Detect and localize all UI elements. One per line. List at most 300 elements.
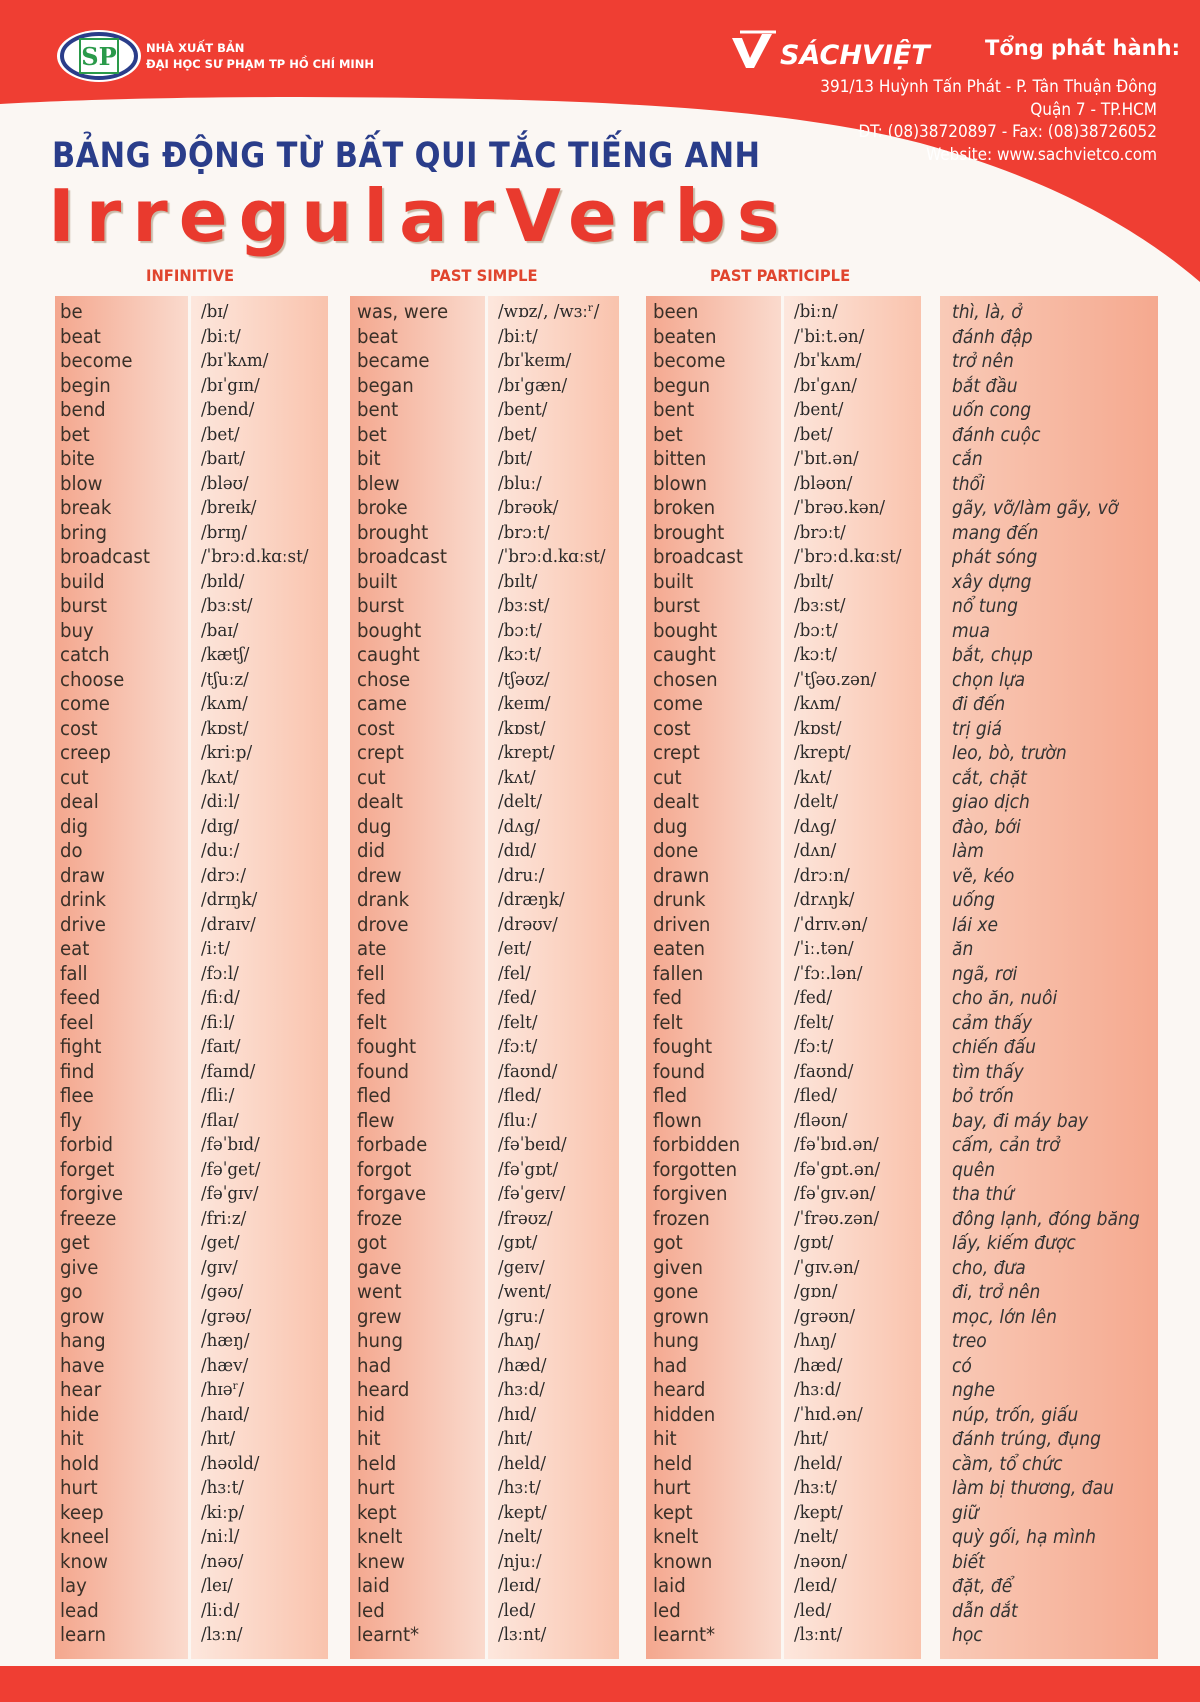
verb-pp-cell: hung	[653, 1329, 700, 1352]
verb-pp-cell: blown	[653, 471, 707, 495]
verb-inf-ipa-cell: /get/	[201, 1232, 240, 1253]
verb-pp-cell: been	[653, 300, 699, 323]
verb-inf-ipa-cell: /baɪ/	[201, 619, 239, 641]
verb-pp-ipa-cell: /kept/	[794, 1501, 843, 1523]
verb-inf-ipa-cell: /kriːp/	[201, 742, 253, 763]
verb-past-cell: heard	[357, 1378, 410, 1401]
verb-past-cell: fought	[357, 1035, 417, 1058]
verb-pp-cell: broken	[653, 496, 716, 519]
verb-pp-ipa-cell: /brɔːt/	[794, 521, 846, 543]
verb-meaning-cell: thì, là, ở	[952, 301, 1022, 323]
verb-past-ipa-cell: /hʌŋ/	[498, 1330, 541, 1351]
verb-past-ipa-cell: /ˈbrɔːd.kɑːst/	[498, 546, 606, 567]
verb-pp-cell: hit	[653, 1427, 677, 1450]
verb-past-cell: bit	[357, 447, 381, 470]
verb-past-ipa-cell: /bɪlt/	[498, 570, 538, 592]
verb-past-cell: hit	[357, 1427, 381, 1450]
verb-inf-ipa-cell: /kʌm/	[201, 693, 248, 714]
verb-meaning-cell: đi, trở nên	[952, 1281, 1041, 1303]
verb-pp-cell: led	[653, 1598, 681, 1622]
verb-past-ipa-cell: /eɪt/	[498, 938, 532, 959]
verb-meaning-cell: thổi	[952, 472, 985, 495]
verb-past-ipa-cell: /njuː/	[498, 1550, 542, 1572]
verb-pp-ipa-cell: /bɪˈgʌn/	[794, 374, 857, 396]
verb-past-cell: bought	[357, 618, 422, 642]
verb-inf-ipa-cell: /drɪŋk/	[201, 889, 258, 910]
verb-pp-ipa-cell: /ˈdrɪv.ən/	[794, 913, 868, 935]
verb-pp-cell: laid	[653, 1574, 686, 1597]
footer-band	[0, 1666, 1200, 1702]
verb-meaning-cell: đi đến	[952, 693, 1006, 715]
verb-meaning-cell: trở nên	[952, 350, 1014, 372]
verb-pp-ipa-cell: /ˈbiːt.ən/	[794, 325, 865, 347]
verb-inf-ipa-cell: /kʌt/	[201, 766, 239, 788]
verb-meaning-cell: đặt, để	[952, 1575, 1013, 1597]
verb-inf-cell: blow	[60, 471, 103, 495]
verb-past-cell: knew	[357, 1549, 405, 1573]
verb-inf-ipa-cell: /fəˈbɪd/	[201, 1134, 260, 1155]
verb-inf-cell: feel	[60, 1010, 94, 1034]
verb-meaning-cell: cầm, tổ chức	[952, 1452, 1063, 1475]
verb-inf-ipa-cell: /flaɪ/	[201, 1109, 239, 1131]
verb-past-ipa-cell: /gruː/	[498, 1305, 545, 1327]
verb-past-ipa-cell: /felt/	[498, 1011, 538, 1033]
verb-inf-cell: beat	[60, 324, 101, 348]
verb-inf-ipa-cell: /drɔː/	[201, 864, 247, 886]
publisher-name	[146, 40, 374, 72]
verb-pp-ipa-cell: /ˈfɔː.lən/	[794, 962, 863, 984]
verb-past-cell: did	[357, 839, 386, 862]
verb-past-cell: forgave	[357, 1182, 427, 1205]
verb-inf-ipa-cell: /bɜːst/	[201, 595, 253, 616]
verb-meaning-cell: mọc, lớn lên	[952, 1305, 1057, 1328]
verb-past-cell: brought	[357, 520, 429, 544]
verb-inf-cell: forget	[60, 1157, 115, 1181]
verb-past-cell: flew	[357, 1108, 395, 1132]
verb-meaning-cell: đào, bới	[952, 815, 1021, 838]
verb-past-ipa-cell: /bɜːst/	[498, 595, 550, 616]
verb-past-cell: knelt	[357, 1525, 403, 1548]
verb-pp-ipa-cell: /krept/	[794, 742, 851, 763]
verb-inf-cell: keep	[60, 1500, 104, 1524]
verb-pp-cell: flown	[653, 1108, 702, 1132]
verb-inf-cell: burst	[60, 594, 108, 617]
verb-past-cell: ate	[357, 937, 387, 960]
verb-pp-cell: fled	[653, 1084, 688, 1107]
verb-inf-cell: buy	[60, 618, 94, 642]
verb-inf-ipa-cell: /iːt/	[201, 938, 231, 959]
verb-past-cell: gave	[357, 1255, 402, 1279]
verb-past-cell: beat	[357, 324, 398, 348]
verb-meaning-cell: quỳ gối, hạ mình	[952, 1526, 1097, 1548]
verb-inf-ipa-cell: /duː/	[201, 840, 240, 861]
verb-inf-ipa-cell: /bɪˈkʌm/	[201, 350, 269, 371]
verb-inf-ipa-cell: /bend/	[201, 399, 255, 420]
verb-past-ipa-cell: /hɪd/	[498, 1403, 537, 1425]
verb-inf-cell: give	[60, 1255, 99, 1279]
verb-past-ipa-cell: /kept/	[498, 1501, 547, 1523]
verb-inf-cell: freeze	[60, 1206, 117, 1230]
verb-inf-ipa-cell: /hɪt/	[201, 1428, 236, 1449]
verb-inf-ipa-cell: /dɪg/	[201, 815, 240, 837]
verb-inf-ipa-cell: /bɪ/	[201, 301, 229, 322]
verb-pp-cell: come	[653, 692, 703, 715]
verb-meaning-cell: vẽ, kéo	[952, 864, 1015, 887]
verb-pp-cell: beaten	[653, 324, 717, 348]
title-english: IrregularVerbs	[48, 174, 791, 258]
verb-pp-cell: chosen	[653, 667, 718, 691]
verb-pp-cell: known	[653, 1549, 713, 1573]
verb-meaning-cell: uống	[952, 889, 996, 911]
verb-past-ipa-cell: /kɔːt/	[498, 644, 542, 665]
verb-past-ipa-cell: /fel/	[498, 962, 531, 984]
verb-pp-ipa-cell: /kɔːt/	[794, 644, 838, 665]
verb-past-ipa-cell: /bluː/	[498, 472, 542, 494]
verb-past-cell: broke	[357, 496, 408, 519]
verb-meaning-cell: gãy, vỡ/làm gãy, vỡ	[952, 497, 1119, 519]
verb-meaning-cell: mua	[952, 619, 990, 642]
column-meaning	[952, 300, 1158, 1648]
verb-inf-cell: break	[60, 496, 112, 519]
verb-past-cell: dealt	[357, 790, 403, 813]
verb-meaning-cell: học	[952, 1624, 983, 1646]
verb-inf-cell: have	[60, 1353, 105, 1377]
verb-past-ipa-cell: /went/	[498, 1281, 552, 1302]
verb-meaning-cell: làm	[952, 840, 984, 862]
verb-pp-ipa-cell: /ˈtʃəʊ.zən/	[794, 668, 877, 690]
verb-inf-ipa-cell: /nəʊ/	[201, 1550, 244, 1572]
verb-pp-cell: dealt	[653, 790, 699, 813]
verb-meaning-cell: trị giá	[952, 717, 1003, 740]
verb-past-ipa-cell: /fəˈbeɪd/	[498, 1134, 567, 1155]
verb-past-ipa-cell: /delt/	[498, 791, 542, 812]
verb-meaning-cell: tha thứ	[952, 1183, 1014, 1205]
verb-meaning-cell: treo	[952, 1330, 987, 1352]
verb-meaning-cell: dẫn dắt	[952, 1599, 1018, 1622]
verb-pp-cell: bitten	[653, 447, 707, 470]
verb-inf-ipa-cell: /haɪd/	[201, 1403, 250, 1425]
verb-inf-cell: fight	[60, 1035, 102, 1058]
verb-pp-ipa-cell: /ˈbrɔːd.kɑːst/	[794, 546, 902, 567]
verb-inf-ipa-cell: /fəˈget/	[201, 1158, 261, 1180]
verb-pp-cell: begun	[653, 373, 711, 397]
verb-pp-ipa-cell: /fləʊn/	[794, 1109, 848, 1131]
verb-inf-ipa-cell: /bɪld/	[201, 570, 245, 592]
verb-past-cell: held	[357, 1451, 397, 1475]
verb-past-cell: forbade	[357, 1133, 428, 1156]
verb-inf-cell: draw	[60, 863, 105, 887]
verb-inf-cell: deal	[60, 790, 99, 813]
verb-past-cell: found	[357, 1059, 409, 1083]
verb-past-cell: got	[357, 1231, 387, 1254]
verb-past-ipa-cell: /hɪt/	[498, 1428, 533, 1449]
distributor-logo	[728, 30, 966, 74]
verb-meaning-cell: lái xe	[952, 913, 999, 936]
verb-meaning-cell: nghe	[952, 1379, 996, 1401]
verb-inf-ipa-cell: /lɜːn/	[201, 1624, 243, 1645]
verb-inf-ipa-cell: /bet/	[201, 423, 240, 445]
verb-pp-cell: brought	[653, 520, 725, 544]
verb-inf-ipa-cell: /diːl/	[201, 791, 240, 812]
verb-inf-ipa-cell: /həʊld/	[201, 1452, 260, 1474]
verb-inf-cell: broadcast	[60, 545, 150, 568]
verb-past-cell: felt	[357, 1010, 387, 1034]
verb-past-ipa-cell: /fluː/	[498, 1109, 537, 1131]
verb-pp-ipa-cell: /felt/	[794, 1011, 834, 1033]
verb-meaning-cell: cắt, chặt	[952, 766, 1027, 789]
verb-past-cell: began	[357, 373, 414, 397]
verb-past-ipa-cell: /krept/	[498, 742, 555, 763]
verb-pp-cell: driven	[653, 912, 711, 936]
verb-pp-ipa-cell: /fəˈgɒt.ən/	[794, 1158, 881, 1180]
verb-inf-ipa-cell: /liːd/	[201, 1599, 240, 1621]
verb-pp-ipa-cell: /grəʊn/	[794, 1305, 856, 1327]
verb-inf-ipa-cell: /kɒst/	[201, 717, 249, 739]
verb-pp-ipa-cell: /nəʊn/	[794, 1550, 848, 1572]
verb-past-cell: dug	[357, 814, 392, 838]
verb-past-cell: blew	[357, 471, 400, 495]
verb-meaning-cell: xây dựng	[952, 570, 1032, 593]
verb-inf-cell: lay	[60, 1574, 87, 1597]
verb-meaning-cell: núp, trốn, giấu	[952, 1403, 1079, 1426]
verb-inf-ipa-cell: /fɔːl/	[201, 962, 239, 984]
verb-meaning-cell: bắt đầu	[952, 374, 1018, 397]
verb-inf-cell: hit	[60, 1427, 84, 1450]
header-past-participle: PAST PARTICIPLE	[710, 266, 851, 285]
distributor-phone: ĐT: (08)38720897 - Fax: (08)38726052	[858, 122, 1157, 142]
verb-inf-ipa-cell: /kiːp/	[201, 1501, 245, 1523]
verb-pp-cell: hidden	[653, 1402, 716, 1426]
verb-past-ipa-cell: /wɒz/, /wɜːʳ/	[498, 301, 600, 322]
verb-past-ipa-cell: /fəˈgɒt/	[498, 1158, 559, 1180]
verb-inf-cell: hurt	[60, 1476, 98, 1499]
verb-inf-ipa-cell: /faɪt/	[201, 1036, 241, 1057]
verb-pp-ipa-cell: /nelt/	[794, 1526, 839, 1547]
verb-past-cell: was, were	[357, 300, 449, 323]
verb-pp-ipa-cell: /held/	[794, 1452, 843, 1474]
verb-meaning-cell: cắn	[952, 448, 983, 470]
verb-pp-ipa-cell: /delt/	[794, 791, 838, 812]
verb-inf-cell: grow	[60, 1304, 105, 1328]
verb-meaning-cell: đông lạnh, đóng băng	[952, 1207, 1140, 1230]
verb-past-ipa-cell: /tʃəʊz/	[498, 668, 550, 690]
verb-inf-cell: bend	[60, 398, 106, 421]
verb-past-ipa-cell: /dræŋk/	[498, 889, 565, 910]
verb-past-ipa-cell: /nelt/	[498, 1526, 543, 1547]
verb-inf-cell: bite	[60, 447, 95, 470]
verb-pp-ipa-cell: /fəˈgɪv.ən/	[794, 1183, 876, 1204]
verb-inf-ipa-cell: /fiːd/	[201, 987, 240, 1008]
verb-past-cell: chose	[357, 667, 411, 691]
verb-meaning-cell: ngã, rơi	[952, 962, 1018, 985]
verb-pp-ipa-cell: /dʌn/	[794, 840, 837, 861]
verb-past-cell: fled	[357, 1084, 392, 1107]
verb-inf-cell: bring	[60, 520, 108, 544]
verb-inf-ipa-cell: /fəˈgɪv/	[201, 1183, 259, 1204]
verb-pp-ipa-cell: /bləʊn/	[794, 472, 853, 494]
verb-pp-cell: found	[653, 1059, 705, 1083]
verb-meaning-cell: bỏ trốn	[952, 1085, 1014, 1107]
verb-meaning-cell: làm bị thương, đau	[952, 1477, 1114, 1499]
verb-pp-cell: learnt*	[653, 1623, 716, 1646]
verb-past-cell: grew	[357, 1304, 402, 1328]
verb-pp-ipa-cell: /drɔːn/	[794, 864, 850, 886]
verb-pp-ipa-cell: /ˈgɪv.ən/	[794, 1256, 860, 1278]
verb-pp-ipa-cell: /leɪd/	[794, 1575, 837, 1596]
verb-past-ipa-cell: /fled/	[498, 1085, 542, 1106]
verb-pp-cell: drawn	[653, 863, 710, 887]
verb-past-cell: laid	[357, 1574, 390, 1597]
column-past-simple-ipa	[498, 300, 618, 1648]
verb-past-ipa-cell: /bɪt/	[498, 448, 533, 469]
verb-past-cell: fed	[357, 986, 387, 1009]
verb-pp-ipa-cell: /fled/	[794, 1085, 838, 1106]
verb-meaning-cell: uốn cong	[952, 399, 1032, 421]
verb-past-ipa-cell: /hæd/	[498, 1354, 547, 1376]
verb-inf-cell: bet	[60, 422, 90, 446]
verb-past-cell: drew	[357, 863, 402, 887]
verb-meaning-cell: nổ tung	[952, 595, 1018, 617]
verb-pp-cell: given	[653, 1255, 703, 1279]
verb-pp-cell: become	[653, 349, 726, 372]
verb-past-ipa-cell: /held/	[498, 1452, 547, 1474]
verb-past-cell: caught	[357, 643, 420, 666]
verb-meaning-cell: biết	[952, 1550, 985, 1573]
title-vietnamese: BẢNG ĐỘNG TỪ BẤT QUI TẮC TIẾNG ANH	[52, 136, 761, 176]
verb-past-ipa-cell: /led/	[498, 1599, 536, 1621]
verb-pp-cell: bought	[653, 618, 718, 642]
verb-past-ipa-cell: /bet/	[498, 423, 537, 445]
verb-past-cell: broadcast	[357, 545, 447, 568]
verb-inf-cell: flee	[60, 1084, 94, 1107]
verb-pp-cell: knelt	[653, 1525, 699, 1548]
verb-meaning-cell: cho, đưa	[952, 1256, 1026, 1279]
verb-meaning-cell: bắt, chụp	[952, 644, 1033, 666]
verb-past-ipa-cell: /geɪv/	[498, 1256, 545, 1278]
verb-inf-cell: build	[60, 569, 105, 593]
verb-meaning-cell: leo, bò, trườn	[952, 742, 1067, 764]
verb-inf-ipa-cell: /hɪəʳ/	[201, 1379, 245, 1400]
verb-inf-cell: dig	[60, 814, 89, 838]
svg-text:SÁCHVIỆT: SÁCHVIỆT	[780, 40, 930, 71]
verb-meaning-cell: cho ăn, nuôi	[952, 987, 1058, 1009]
distributor-info	[820, 76, 1157, 166]
verb-past-cell: burst	[357, 594, 405, 617]
verb-inf-cell: creep	[60, 741, 111, 764]
verb-pp-cell: fallen	[653, 961, 704, 985]
verb-pp-ipa-cell: /fɔːt/	[794, 1036, 834, 1057]
verb-past-ipa-cell: /bɪˈkeɪm/	[498, 350, 572, 371]
verb-pp-cell: bet	[653, 422, 683, 446]
verb-past-cell: cost	[357, 716, 395, 740]
verb-inf-ipa-cell: /niːl/	[201, 1526, 240, 1547]
verb-pp-ipa-cell: /ˈbɪt.ən/	[794, 448, 859, 469]
verb-past-ipa-cell: /hɜːd/	[498, 1379, 545, 1400]
verb-inf-ipa-cell: /gəʊ/	[201, 1281, 244, 1302]
verb-meaning-cell: phát sóng	[952, 546, 1038, 568]
verb-meaning-cell: chọn lựa	[952, 668, 1026, 691]
verb-pp-ipa-cell: /ˈiː.tən/	[794, 938, 854, 959]
verb-past-cell: drove	[357, 912, 409, 936]
verb-past-cell: drank	[357, 888, 410, 911]
verb-inf-ipa-cell: /tʃuːz/	[201, 668, 249, 690]
verb-inf-ipa-cell: /gɪv/	[201, 1256, 238, 1278]
verb-past-cell: led	[357, 1598, 385, 1622]
verb-inf-cell: learn	[60, 1623, 106, 1646]
verb-pp-cell: had	[653, 1353, 688, 1377]
publisher-line-2: ĐẠI HỌC SƯ PHẠM TP HỒ CHÍ MINH	[146, 57, 374, 71]
verb-past-ipa-cell: /fed/	[498, 987, 537, 1008]
verb-past-ipa-cell: /fəˈgeɪv/	[498, 1183, 566, 1204]
verb-meaning-cell: giao dịch	[952, 791, 1030, 813]
verb-meaning-cell: ăn	[952, 938, 974, 960]
verb-pp-ipa-cell: /bet/	[794, 423, 833, 445]
verb-inf-cell: drink	[60, 888, 107, 911]
verb-pp-ipa-cell: /ˈhɪd.ən/	[794, 1403, 863, 1425]
verb-past-ipa-cell: /brɔːt/	[498, 521, 550, 543]
verb-pp-cell: forgotten	[653, 1157, 738, 1181]
verb-meaning-cell: cảm thấy	[952, 1011, 1033, 1034]
verb-inf-ipa-cell: /hæŋ/	[201, 1330, 250, 1351]
verb-meaning-cell: quên	[952, 1158, 996, 1181]
verb-pp-ipa-cell: /fed/	[794, 987, 833, 1008]
verb-pp-cell: cut	[653, 765, 682, 789]
verb-pp-ipa-cell: /hɜːt/	[794, 1477, 837, 1498]
verb-pp-cell: frozen	[653, 1206, 710, 1230]
verb-meaning-cell: chiến đấu	[952, 1036, 1036, 1058]
verb-past-ipa-cell: /brəʊk/	[498, 497, 559, 518]
verb-pp-ipa-cell: /bent/	[794, 399, 844, 420]
verb-past-cell: crept	[357, 741, 404, 764]
verb-pp-ipa-cell: /bɪlt/	[794, 570, 834, 592]
verb-meaning-cell: có	[952, 1354, 972, 1377]
verb-inf-cell: drive	[60, 912, 106, 936]
verb-pp-cell: grown	[653, 1304, 710, 1328]
verb-past-ipa-cell: /druː/	[498, 864, 545, 886]
verb-past-cell: cut	[357, 765, 386, 789]
verb-past-ipa-cell: /lɜːnt/	[498, 1624, 547, 1645]
verb-inf-cell: fall	[60, 961, 88, 985]
verb-past-ipa-cell: /frəʊz/	[498, 1207, 553, 1229]
verb-pp-ipa-cell: /ˈbrəʊ.kən/	[794, 497, 886, 518]
verb-pp-cell: felt	[653, 1010, 683, 1034]
verb-inf-ipa-cell: /fiːl/	[201, 1011, 235, 1033]
verb-pp-cell: held	[653, 1451, 693, 1475]
verb-inf-cell: catch	[60, 643, 110, 666]
publisher-logo	[55, 28, 143, 84]
verb-past-ipa-cell: /dʌg/	[498, 815, 541, 837]
verb-pp-ipa-cell: /led/	[794, 1599, 832, 1621]
verb-meaning-cell: đánh trúng, đụng	[952, 1428, 1101, 1450]
verb-past-cell: forgot	[357, 1157, 412, 1181]
verb-inf-cell: go	[60, 1280, 83, 1303]
verb-past-ipa-cell: /faʊnd/	[498, 1060, 558, 1082]
verb-meaning-cell: cấm, cản trở	[952, 1134, 1060, 1156]
verb-pp-cell: got	[653, 1231, 683, 1254]
verb-pp-ipa-cell: /ˈfrəʊ.zən/	[794, 1207, 880, 1229]
verb-past-cell: hurt	[357, 1476, 395, 1499]
verb-pp-ipa-cell: /hɜːd/	[794, 1379, 841, 1400]
verb-pp-ipa-cell: /kɒst/	[794, 717, 842, 739]
verb-inf-cell: cut	[60, 765, 89, 789]
verb-inf-ipa-cell: /kætʃ/	[201, 644, 250, 665]
verb-pp-cell: crept	[653, 741, 700, 764]
verb-past-cell: bet	[357, 422, 387, 446]
column-past-participle-ipa	[794, 300, 920, 1648]
verb-pp-ipa-cell: /bɪˈkʌm/	[794, 350, 862, 371]
verb-pp-cell: eaten	[653, 937, 706, 960]
verb-inf-cell: hide	[60, 1402, 100, 1426]
